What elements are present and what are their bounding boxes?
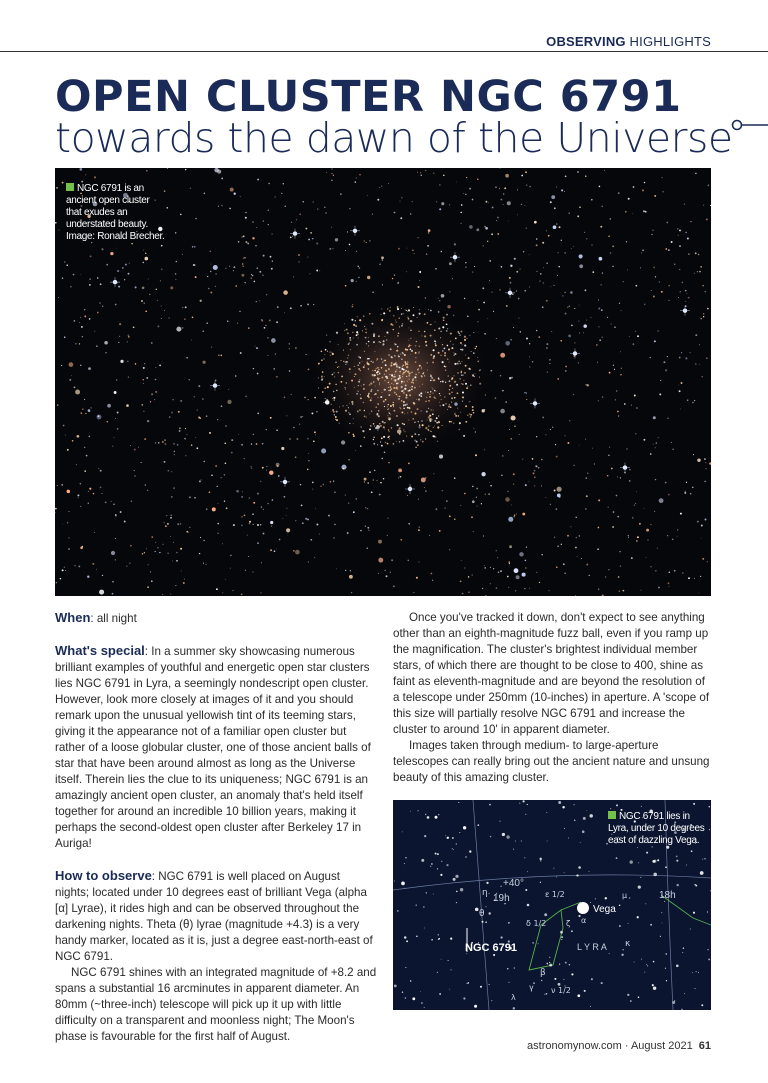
caption-marker-icon bbox=[66, 183, 74, 191]
gamma-label: γ bbox=[529, 983, 534, 992]
observe-heading: How to observe bbox=[55, 868, 152, 883]
delta-label: δ 1/2 bbox=[526, 919, 547, 928]
when-paragraph bbox=[55, 610, 377, 627]
ra19-label: 19h bbox=[493, 893, 510, 904]
map-caption-text: NGC 6791 lies in Lyra, under 10 degrees east of dazzling Vega. bbox=[608, 811, 705, 846]
page-title: OPEN CLUSTER NGC 6791 bbox=[55, 72, 682, 122]
vega-label: Vega bbox=[593, 904, 616, 915]
left-column bbox=[55, 610, 377, 1045]
eta-label: η bbox=[482, 888, 488, 898]
footer bbox=[527, 1040, 711, 1052]
vega-star bbox=[577, 902, 589, 914]
alpha-label: α bbox=[581, 916, 587, 925]
lambda-label: λ bbox=[511, 993, 516, 1002]
when-text: : all night bbox=[90, 612, 137, 625]
ngc-label: NGC 6791 bbox=[465, 942, 517, 954]
map-caption bbox=[608, 811, 706, 847]
right-paragraph-1: Once you've tracked it down, don't expect to see anything other than an eighth-magnitude fuzz ball, even if you ramp up the magnification. The cluster's brightest individual member stars, of which there are thought to be close to 400, shine as faint as eleventh-magnitude and are beyond the resolution of a telescope under 250mm (10-inches) in aperture. A 'scope of this size will partially resolve NGC 6791 and increase the cluster to around 10' in apparent diameter. bbox=[393, 611, 710, 736]
observe-paragraph bbox=[55, 868, 377, 965]
header-rule bbox=[0, 51, 768, 52]
kappa-label: κ bbox=[625, 939, 631, 949]
section-label-light: HIGHLIGHTS bbox=[625, 34, 711, 49]
epsilon-label: ε 1/2 bbox=[545, 890, 565, 899]
dec-label: +40° bbox=[503, 878, 524, 889]
page-number: 61 bbox=[698, 1040, 711, 1052]
nu-label: ν 1/2 bbox=[551, 986, 571, 995]
observe-paragraph-2: NGC 6791 shines with an integrated magnitude of +8.2 and spans a substantial 16 arcminutes in apparent diameter. An 80mm (~three-inch) telescope will pick up it up with little difficulty on a transparent and moonless night; The Moon's phase is favourable for the first half of August. bbox=[55, 966, 377, 1043]
special-paragraph bbox=[55, 643, 377, 852]
zeta-label: ζ bbox=[566, 919, 571, 928]
ra18-label: 18h bbox=[659, 890, 676, 901]
special-text: : In a summer sky showcasing numerous brilliant examples of youthful and energetic open star clusters lies NGC 6791 in Lyra, a seemingly nondescript open cluster. However, look more closely at images of it and you should remark upon the unusual yellowish tint of its teeming stars, giving it the appearance not of a familiar open cluster but rather of a loose globular cluster, one of those ancient balls of star that have been around almost as long as the Universe itself. Therein lies the clue to its uniqueness; NGC 6791 is an amazingly ancient open cluster, an anomaly that's held itself together for around an incredible 10 billion years, making it perhaps the second-oldest open cluster after Berkeley 17 in Auriga! bbox=[55, 645, 371, 850]
mu-label: μ bbox=[622, 891, 628, 900]
photo-caption bbox=[66, 183, 166, 243]
page-subtitle: towards the dawn of the Universe bbox=[55, 114, 733, 162]
theta-label: θ bbox=[479, 909, 485, 919]
photo-caption-text: NGC 6791 is an ancient open cluster that exudes an understated beauty. Image: Ronald Brecher. bbox=[66, 183, 165, 242]
lyra-label: L Y R A bbox=[577, 942, 607, 952]
right-column bbox=[393, 610, 711, 786]
beta-label: β bbox=[540, 968, 546, 978]
decorative-line-icon bbox=[730, 118, 768, 132]
special-heading: What's special bbox=[55, 643, 145, 658]
observe-text: : NGC 6791 is well placed on August nights; located under 10 degrees east of brilliant Vega (alpha [α] Lyrae), it rides high and can be observed throughout the darkening nights. Theta (θ) lyrae (magnitude +4.3) is a very handy marker, located as it is, just a degree east-north-east of NGC 6791. bbox=[55, 870, 373, 963]
section-label-bold: OBSERVING bbox=[546, 34, 626, 49]
when-heading: When bbox=[55, 610, 91, 625]
right-paragraph-2: Images taken through medium- to large-aperture telescopes can really bring out the ancient nature and unsung beauty of this amazing cluster. bbox=[393, 739, 710, 784]
section-label bbox=[546, 34, 711, 49]
footer-site: astronomynow.com · August 2021 bbox=[527, 1040, 693, 1052]
map-caption-marker-icon bbox=[608, 811, 616, 819]
